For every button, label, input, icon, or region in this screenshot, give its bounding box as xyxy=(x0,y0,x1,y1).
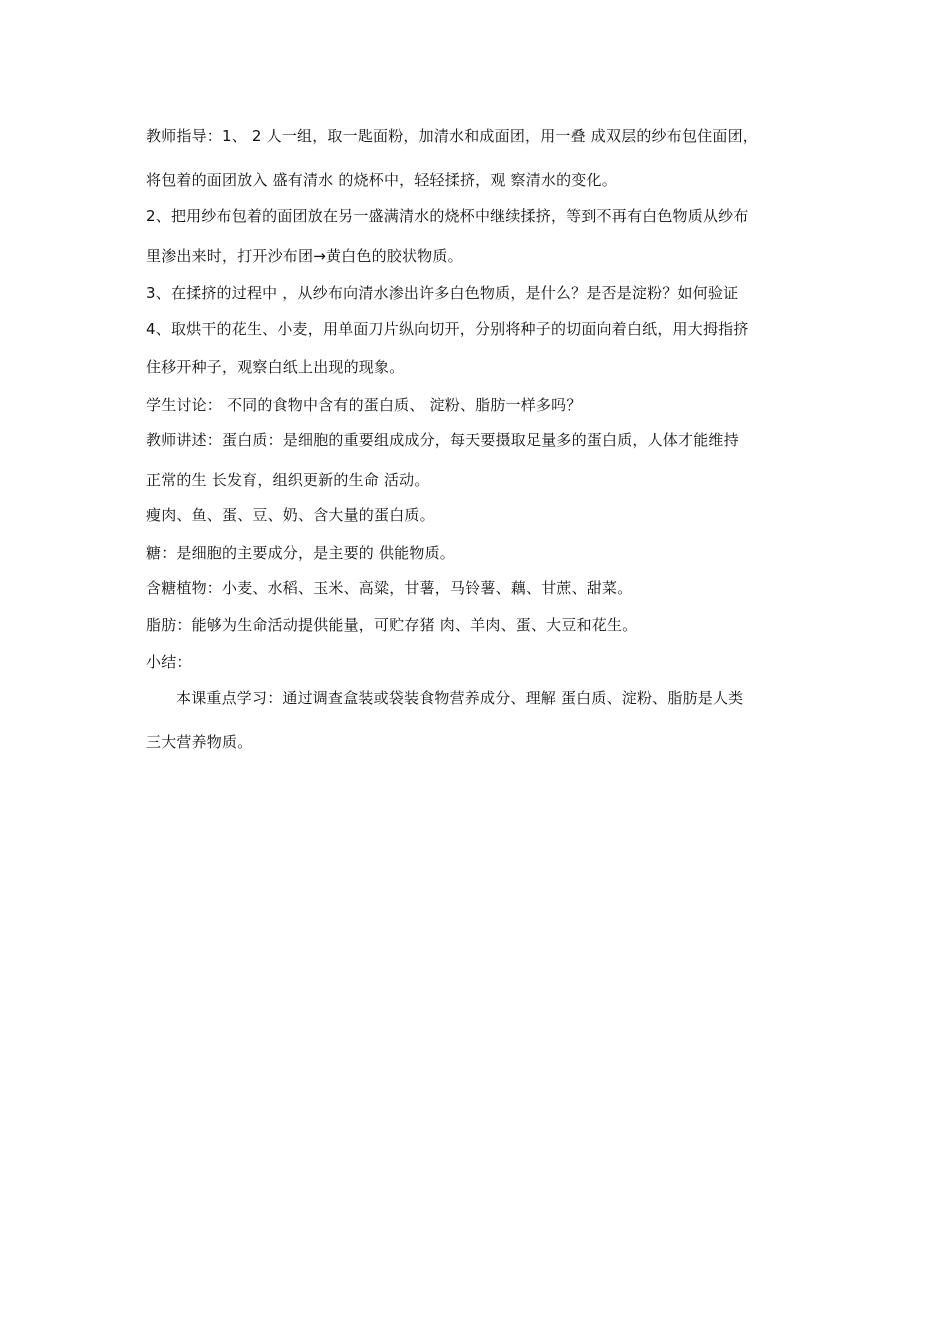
summary-line: 本课重点学习：通过调查盒装或袋装食物营养成分、理解 蛋白质、淀粉、脂肪是人类 xyxy=(176,689,744,707)
paragraph-line: 含糖植物：小麦、水稻、玉米、高粱，甘薯，马铃薯、藕、甘蔗、甜菜。 xyxy=(146,579,633,597)
paragraph-line: 2、把用纱布包着的面团放在另一盛满清水的烧杯中继续揉挤，等到不再有白色物质从纱布 xyxy=(146,207,749,225)
summary-line: 三大营养物质。 xyxy=(146,733,253,751)
paragraph-line: 瘦肉、鱼、蛋、豆、奶、含大量的蛋白质。 xyxy=(146,506,435,524)
paragraph-line: 3、在揉挤的过程中 ，从纱布向清水渗出许多白色物质，是什么？是否是淀粉？如何验证 xyxy=(146,284,739,302)
paragraph-line: 教师指导：1、 2 人一组，取一匙面粉，加清水和成面团，用一叠 成双层的纱布包住面团， xyxy=(146,127,758,145)
paragraph-line: 正常的生 长发育，组织更新的生命 活动。 xyxy=(146,471,430,489)
paragraph-line: 糖：是细胞的主要成分，是主要的 供能物质。 xyxy=(146,544,455,562)
paragraph-line: 住移开种子，观察白纸上出现的现象。 xyxy=(146,358,405,376)
paragraph-line: 学生讨论： 不同的食物中含有的蛋白质、 淀粉、脂肪一样多吗？ xyxy=(146,396,582,414)
summary-heading: 小结： xyxy=(146,653,192,671)
paragraph-line: 脂肪：能够为生命活动提供能量，可贮存猪 肉、羊肉、蛋、大豆和花生。 xyxy=(146,616,638,634)
paragraph-line: 将包着的面团放入 盛有清水 的烧杯中，轻轻揉挤，观 察清水的变化。 xyxy=(146,171,617,189)
paragraph-line: 里渗出来时，打开沙布团→黄白色的胶状物质。 xyxy=(146,247,463,265)
paragraph-line: 4、取烘干的花生、小麦，用单面刀片纵向切开，分别将种子的切面向着白纸，用大拇指挤 xyxy=(146,320,749,338)
paragraph-line: 教师讲述：蛋白质：是细胞的重要组成成分，每天要摄取足量多的蛋白质，人体才能维持 xyxy=(146,431,739,449)
